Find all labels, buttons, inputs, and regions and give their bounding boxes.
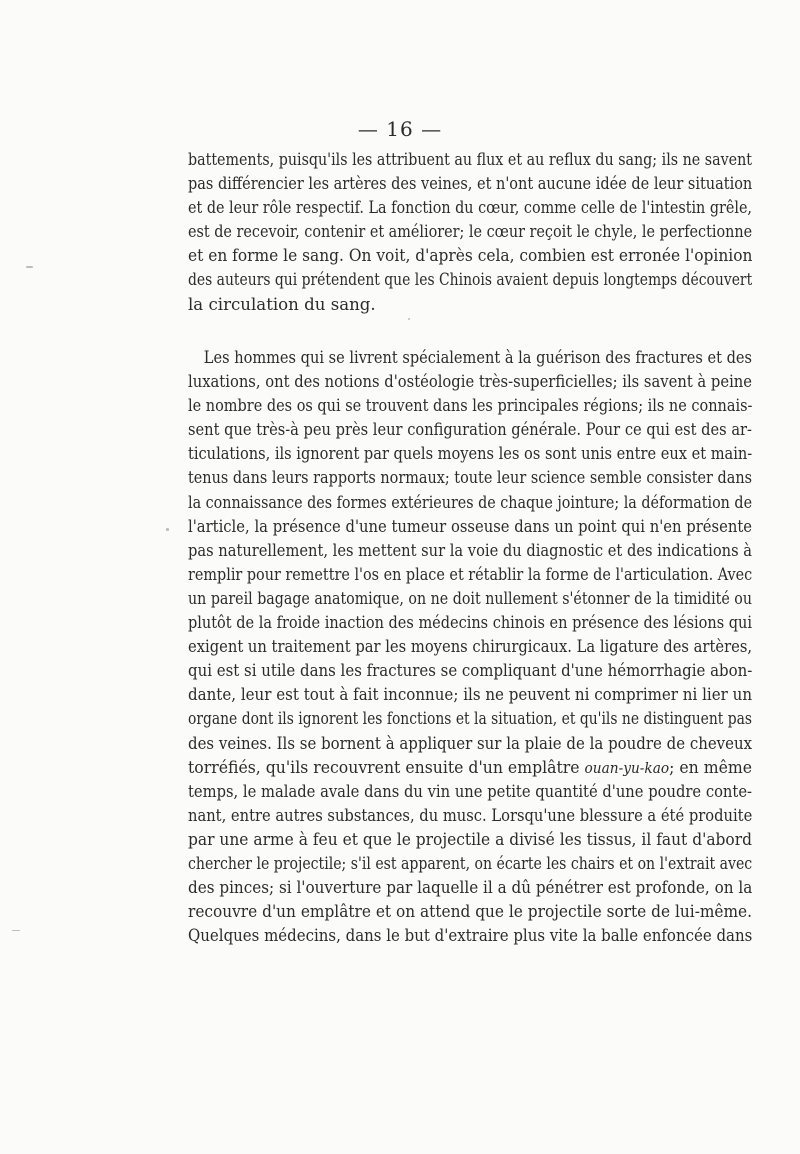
text-line: temps, le malade avale dans du vin une petite quantité d'une poudre conte-	[188, 781, 753, 801]
scan-speck	[408, 318, 410, 320]
paragraph-2	[188, 346, 752, 948]
text-line: exigent un traitement par les moyens chirurgicaux. La ligature des artères,	[188, 637, 753, 657]
text-line: plutôt de la froide inaction des médecins chinois en présence des lésions qui	[188, 613, 753, 633]
text-line: tenus dans leurs rapports normaux; toute leur science semble consister dans	[188, 468, 753, 488]
scan-speck	[12, 930, 20, 931]
text-line: des pinces; si l'ouverture par laquelle il a dû pénétrer est profonde, on la	[188, 878, 753, 898]
text-line: pas différencier les artères des veines, et n'ont aucune idée de leur situation	[188, 174, 753, 194]
text-line: et de leur rôle respectif. La fonction du cœur, comme celle de l'intestin grêle,	[188, 198, 752, 218]
text-line: des veines. Ils se bornent à appliquer sur la plaie de la poudre de cheveux	[188, 733, 753, 753]
text-fragment: ; en même	[669, 757, 753, 777]
text-line: par une arme à feu et que le projectile a divisé les tissus, il faut d'abord	[188, 829, 753, 849]
text-line: battements, puisqu'ils les attribuent au flux et au reflux du sang; ils ne savent	[188, 150, 752, 169]
text-line: remplir pour remettre l'os en place et rétablir la forme de l'articulation. Avec	[188, 564, 753, 584]
text-line: ticulations, ils ignorent par quels moyens les os sont unis entre eux et main-	[188, 444, 753, 464]
page-number: — 16 —	[357, 117, 443, 141]
text-fragment: torréfiés, qu'ils recouvrent ensuite d'un emplâtre	[188, 757, 580, 777]
text-line: est de recevoir, contenir et améliorer; le cœur reçoit le chyle, le perfectionne	[188, 222, 753, 242]
text-line: organe dont ils ignorent les fonctions et la situation, et qu'ils ne distinguent pas	[188, 709, 753, 729]
scan-speck	[166, 528, 169, 531]
text-line: un pareil bagage anatomique, on ne doit nullement s'étonner de la timidité ou	[188, 588, 752, 608]
chinese-term: ouan-yu-kao	[584, 760, 670, 777]
text-line: luxations, ont des notions d'ostéologie très-superficielles; ils savent à peine	[188, 372, 753, 392]
paragraph-1	[188, 148, 752, 317]
text-line: Quelques médecins, dans le but d'extraire plus vite la balle enfoncée dans	[188, 926, 753, 946]
text-line: la connaissance des formes extérieures de chaque jointure; la déformation de	[188, 492, 753, 512]
text-line: l'article, la présence d'une tumeur osseuse dans un point qui n'en présente	[188, 516, 753, 536]
text-line: la circulation du sang.	[188, 294, 376, 314]
text-line: le nombre des os qui se trouvent dans les principales régions; ils ne connais-	[188, 396, 753, 416]
text-line: chercher le projectile; s'il est apparent, on écarte les chairs et on l'extrait avec	[188, 853, 753, 873]
text-line: pas naturellement, les mettent sur la voie du diagnostic et des indications à	[188, 540, 752, 560]
scan-speck	[26, 266, 33, 268]
text-line: qui est si utile dans les fractures se compliquant d'une hémorrhagie abon-	[188, 661, 753, 681]
text-line: recouvre d'un emplâtre et on attend que le projectile sorte de lui-même.	[188, 902, 753, 922]
text-line: nant, entre autres substances, du musc. Lorsqu'une blessure a été produite	[188, 805, 753, 825]
text-line: sent que très-à peu près leur configuration générale. Pour ce qui est des ar-	[188, 420, 752, 440]
text-line: dante, leur est tout à fait inconnue; ils ne peuvent ni comprimer ni lier un	[188, 685, 753, 705]
text-line-with-term	[188, 756, 752, 780]
text-line: des auteurs qui prétendent que les Chinois avaient depuis longtemps découvert	[188, 270, 753, 290]
text-line: Les hommes qui se livrent spécialement à la guérison des fractures et des	[203, 348, 752, 367]
text-line: et en forme le sang. On voit, d'après cela, combien est erronée l'opinion	[188, 246, 753, 266]
